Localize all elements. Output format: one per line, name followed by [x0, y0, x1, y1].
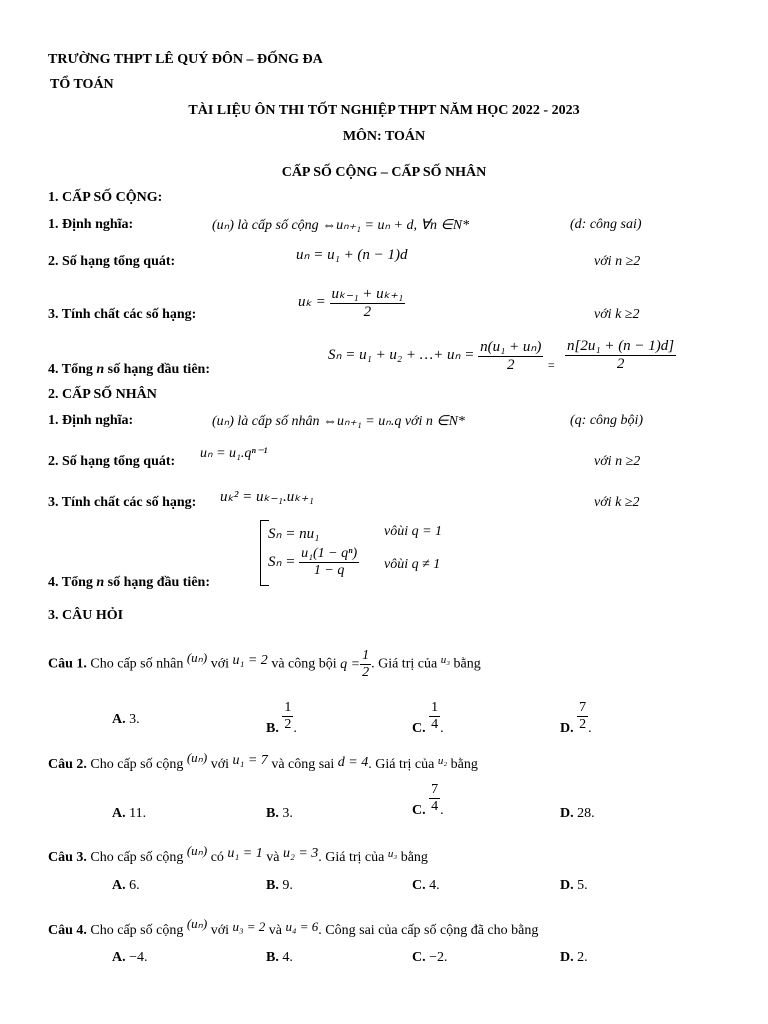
q1-option-a[interactable] — [112, 712, 140, 728]
arith-general-term-label: 2. Số hạng tổng quát: — [48, 254, 176, 269]
arith-sum-lhs: Sₙ = u₁ + u₂ + …+ uₙ = — [328, 346, 475, 363]
q4-option-c-value: −2. — [429, 950, 448, 965]
arith-property-lhs: uₖ = — [298, 293, 326, 310]
question-2-with: với — [210, 757, 229, 772]
question-1-u3: u₃ — [440, 653, 451, 666]
q4-option-b[interactable] — [266, 950, 293, 966]
q4-option-a[interactable] — [112, 950, 148, 966]
geo-general-term-formula: uₙ = u₁.qⁿ⁻¹ — [200, 446, 268, 461]
q3-option-d-letter: D. — [560, 878, 574, 893]
question-4-and: và — [268, 923, 282, 938]
q2-option-a[interactable] — [112, 806, 146, 822]
question-3-text: Cho cấp số cộng — [90, 850, 184, 865]
q4-option-d-letter: D. — [560, 950, 574, 965]
q1-option-c-letter: C. — [412, 720, 426, 736]
arith-sum-label-n: n — [96, 362, 105, 377]
school-name: TRƯỜNG THPT LÊ QUÝ ĐÔN – ĐỐNG ĐA — [48, 52, 323, 67]
q2-option-d-letter: D. — [560, 806, 574, 821]
q1-option-b-letter: B. — [266, 720, 279, 736]
geo-sum-case2 — [268, 546, 359, 579]
question-1-equals: bằng — [453, 656, 481, 672]
question-4-sequence: (uₙ) — [186, 916, 208, 931]
arith-definition-note: (d: công sai) — [570, 217, 642, 232]
question-2-text: Cho cấp số cộng — [90, 757, 184, 772]
q1-option-b-tail: . — [293, 720, 297, 736]
q1-option-a-letter: A. — [112, 712, 126, 727]
arith-property-numerator: uₖ₋₁ + uₖ₊₁ — [331, 286, 404, 302]
q3-option-a-value: 6. — [129, 878, 140, 893]
question-4-text: Cho cấp số cộng — [90, 923, 184, 938]
section2-title: 2. CẤP SỐ NHÂN — [48, 387, 157, 402]
q3-option-c-value: 4. — [429, 878, 440, 893]
q2-option-c-numerator: 7 — [431, 782, 439, 797]
arith-sum-numerator-1: n(u₁ + uₙ) — [480, 339, 542, 355]
document-title: TÀI LIỆU ÔN THI TỐT NGHIỆP THPT NĂM HỌC 2022 - 2023 — [188, 103, 580, 118]
q1-option-d-numerator: 7 — [579, 700, 587, 715]
arith-general-term-formula: uₙ = u₁ + (n − 1)d — [296, 247, 408, 263]
q1-option-b[interactable] — [266, 700, 297, 736]
question-2-equals: bằng — [450, 757, 478, 772]
q1-option-d[interactable] — [560, 700, 592, 736]
question-4-ask: . Công sai của cấp số cộng đã cho bằng — [318, 923, 539, 938]
geo-general-term-label: 2. Số hạng tổng quát: — [48, 454, 176, 469]
q1-option-a-value: 3. — [129, 712, 140, 727]
arith-definition-label: 1. Định nghĩa: — [48, 217, 134, 232]
q1-option-d-letter: D. — [560, 720, 574, 736]
q2-option-a-letter: A. — [112, 806, 126, 821]
q3-option-c[interactable] — [412, 878, 440, 894]
question-2-sequence: (uₙ) — [186, 750, 208, 765]
arith-general-term-condition: với n ≥2 — [594, 254, 641, 269]
arith-sum-formula — [328, 337, 676, 374]
q4-option-c[interactable] — [412, 950, 448, 966]
question-3-u2: u₂ = 3 — [282, 846, 319, 861]
q4-option-c-letter: C. — [412, 950, 426, 965]
q3-option-b-value: 9. — [282, 878, 293, 893]
geo-definition-note: (q: công bội) — [570, 413, 644, 428]
q2-option-b-value: 3. — [282, 806, 293, 821]
q4-option-d[interactable] — [560, 950, 588, 966]
q2-option-d[interactable] — [560, 806, 595, 822]
question-1-with: với — [210, 656, 229, 672]
q1-option-c-denominator: 4 — [431, 717, 439, 732]
geo-sum-case2-numerator: u₁(1 − qⁿ) — [301, 546, 358, 561]
arith-property-denominator: 2 — [330, 303, 406, 321]
question-1-sequence: (uₙ) — [186, 649, 208, 665]
geo-sum-label-pre: 4. Tổng — [48, 575, 97, 590]
question-3-u3: u₃ — [387, 848, 398, 860]
q2-option-a-value: 11. — [129, 806, 147, 821]
question-2-value-text: . Giá trị của — [368, 757, 435, 772]
question-3-u1: u₁ = 1 — [227, 846, 263, 861]
q4-option-b-value: 4. — [282, 950, 293, 965]
arith-sum-numerator-2: n[2u₁ + (n − 1)d] — [567, 338, 675, 354]
geo-sum-label-n: n — [96, 575, 105, 590]
q1-option-c[interactable] — [412, 700, 444, 736]
question-3-value-text: . Giá trị của — [318, 850, 385, 865]
arith-property-label: 3. Tính chất các số hạng: — [48, 307, 197, 322]
question-2-diff-text: và công sai — [271, 757, 335, 772]
arith-sum-equals: = — [547, 357, 556, 372]
question-3-sequence: (uₙ) — [186, 843, 208, 858]
arith-definition-text: (uₙ) là cấp số cộng ⇔uₙ₊₁ = uₙ + d, ∀n ∈N* — [212, 218, 470, 233]
question-3-have: có — [210, 850, 224, 865]
q2-option-b-letter: B. — [266, 806, 279, 821]
question-1-ratio-lhs: q = — [340, 656, 361, 672]
q2-option-c-denominator: 4 — [431, 799, 439, 814]
q2-option-c-tail: . — [440, 802, 444, 818]
section3-title: 3. CÂU HỎI — [48, 608, 124, 623]
q4-option-a-letter: A. — [112, 950, 126, 965]
q3-option-c-letter: C. — [412, 878, 426, 893]
geo-property-formula: uₖ² = uₖ₋₁.uₖ₊₁ — [220, 489, 314, 505]
arith-sum-denominator-1: 2 — [478, 356, 543, 374]
question-1 — [48, 648, 481, 681]
q3-option-b-letter: B. — [266, 878, 279, 893]
geo-sum-case1: Sₙ = nu₁ — [268, 526, 320, 542]
q3-option-d[interactable] — [560, 878, 588, 894]
q1-option-b-numerator: 1 — [284, 700, 292, 715]
q1-option-c-numerator: 1 — [431, 700, 439, 715]
geo-sum-case2-lhs: Sₙ = — [268, 553, 296, 570]
question-4-u3: u₃ = 2 — [232, 919, 266, 934]
question-2-u1: u₁ = 7 — [232, 753, 268, 768]
q1-option-d-tail: . — [588, 720, 592, 736]
topic-title: CẤP SỐ CỘNG – CẤP SỐ NHÂN — [281, 165, 487, 180]
geo-sum-label — [48, 575, 210, 591]
geo-general-term-condition: với n ≥2 — [594, 454, 641, 469]
q4-option-b-letter: B. — [266, 950, 279, 965]
question-3-label: Câu 3. — [48, 850, 87, 865]
question-1-ratio — [340, 648, 371, 680]
question-3-equals: bằng — [400, 850, 428, 865]
arith-property-condition: với k ≥2 — [594, 307, 640, 322]
question-1-ratio-denominator: 2 — [362, 665, 370, 680]
q3-option-a[interactable] — [112, 878, 140, 894]
q3-option-b[interactable] — [266, 878, 293, 894]
question-3-and: và — [266, 850, 280, 865]
arith-sum-label-post: số hạng đầu tiên: — [104, 362, 210, 377]
q3-option-d-value: 5. — [577, 878, 588, 893]
arith-sum-label-pre: 4. Tổng — [48, 362, 97, 377]
question-1-text: Cho cấp số nhân — [90, 656, 184, 672]
question-2-label: Câu 2. — [48, 757, 87, 772]
geo-sum-case2-denominator: 1 − q — [299, 562, 359, 579]
question-1-label: Câu 1. — [48, 656, 87, 672]
q2-option-b[interactable] — [266, 806, 293, 822]
q1-option-b-denominator: 2 — [284, 717, 292, 732]
q4-option-a-value: −4. — [129, 950, 148, 965]
q4-option-d-value: 2. — [577, 950, 588, 965]
geo-property-condition: với k ≥2 — [594, 495, 640, 510]
q3-option-a-letter: A. — [112, 878, 126, 893]
question-1-u1: u₁ = 2 — [232, 652, 268, 668]
question-2-u2: u₂ — [437, 755, 448, 767]
geo-sum-case1-condition: vôùi q = 1 — [384, 524, 443, 539]
arith-property-formula — [298, 284, 405, 321]
question-4-u4: u₄ = 6 — [285, 919, 319, 934]
geo-definition-text: (uₙ) là cấp số nhân ⇔uₙ₊₁ = uₙ.q với n ∈N* — [212, 414, 465, 429]
q2-option-c-letter: C. — [412, 802, 426, 818]
q2-option-d-value: 28. — [577, 806, 595, 821]
geo-sum-case2-condition: vôùi q ≠ 1 — [384, 557, 441, 572]
q2-option-c[interactable] — [412, 782, 444, 818]
section1-title: 1. CẤP SỐ CỘNG: — [48, 190, 163, 205]
q1-option-d-denominator: 2 — [579, 717, 587, 732]
question-1-ratio-text: và công bội — [271, 656, 337, 672]
question-4-with: với — [210, 923, 229, 938]
question-3 — [48, 843, 428, 866]
geo-property-label: 3. Tính chất các số hạng: — [48, 495, 197, 510]
geo-definition-label: 1. Định nghĩa: — [48, 413, 134, 428]
question-1-value-text: . Giá trị của — [371, 656, 438, 672]
q1-option-c-tail: . — [440, 720, 444, 736]
department: TỔ TOÁN — [50, 77, 114, 92]
arith-sum-label — [48, 362, 210, 378]
geo-sum-label-post: số hạng đầu tiên: — [104, 575, 210, 590]
question-2-diff: d = 4 — [337, 755, 369, 770]
question-4-label: Câu 4. — [48, 923, 87, 938]
arith-sum-denominator-2: 2 — [565, 355, 676, 373]
question-1-ratio-numerator: 1 — [362, 648, 370, 663]
question-4 — [48, 916, 539, 939]
question-2 — [48, 750, 478, 773]
subject-title: MÔN: TOÁN — [342, 129, 426, 144]
